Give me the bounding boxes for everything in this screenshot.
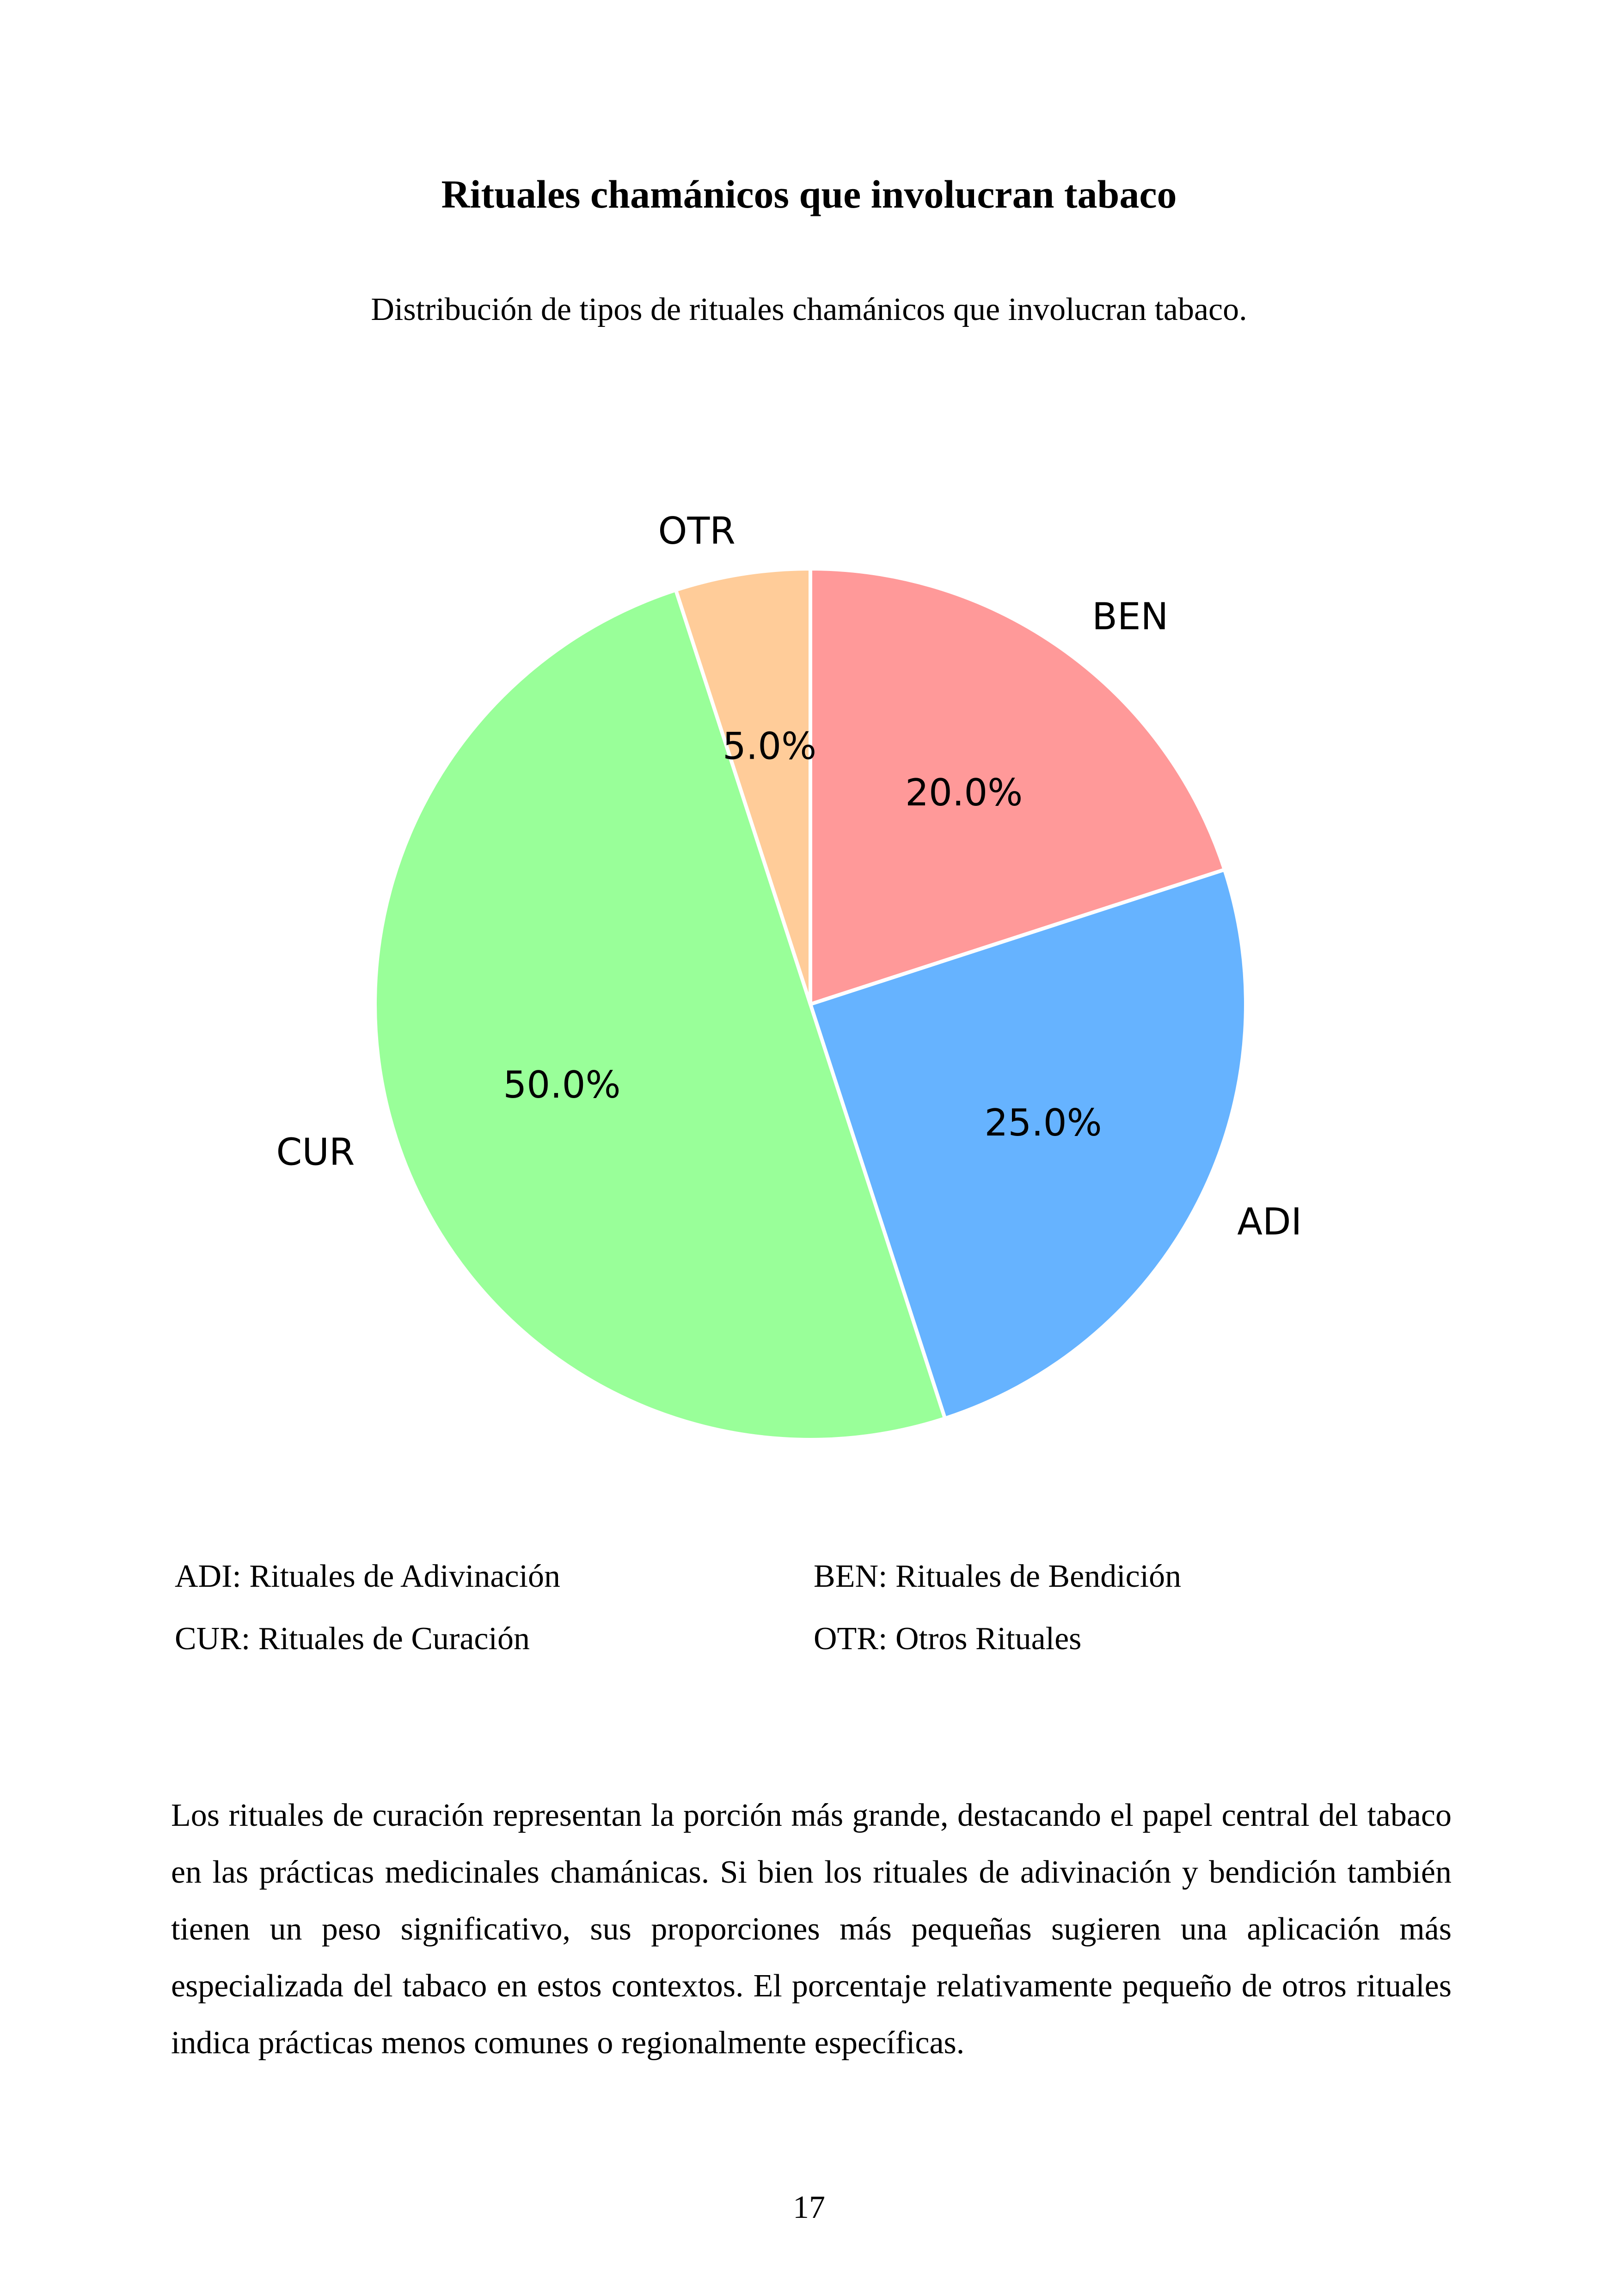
legend-item-ben: BEN: Rituales de Bendición xyxy=(814,1559,1182,1594)
slice-percent-otr: 5.0% xyxy=(722,724,817,768)
slice-percent-adi: 25.0% xyxy=(984,1101,1102,1145)
slice-label-ben: BEN xyxy=(1092,595,1169,638)
legend-item-otr: OTR: Otros Rituales xyxy=(814,1621,1082,1657)
slice-label-otr: OTR xyxy=(658,510,735,553)
slice-label-adi: ADI xyxy=(1237,1200,1302,1243)
page-number: 17 xyxy=(793,2190,825,2225)
page-title: Rituales chamánicos que involucran tabaco xyxy=(441,172,1177,216)
slice-percent-cur: 50.0% xyxy=(503,1063,621,1107)
slice-label-cur: CUR xyxy=(276,1130,355,1174)
legend-item-cur: CUR: Rituales de Curación xyxy=(175,1621,530,1657)
chart-caption: Distribución de tipos de rituales chamánicos que involucran tabaco. xyxy=(371,292,1247,327)
slice-percent-ben: 20.0% xyxy=(905,771,1023,815)
legend-item-adi: ADI: Rituales de Adivinación xyxy=(175,1559,561,1594)
body-paragraph: Los rituales de curación representan la porción más grande, destacando el papel central del tabaco en las prácticas medicinales chamánicas. Si bien los rituales de adivinación y bendición también tienen un peso significativo, sus proporciones más pequeñas sugieren una aplicación más especializada del tabaco en estos contextos. El porcentaje relativamente pequeño de otros rituales indica prácticas menos comunes o regionalmente específicas. xyxy=(171,1798,1452,2061)
